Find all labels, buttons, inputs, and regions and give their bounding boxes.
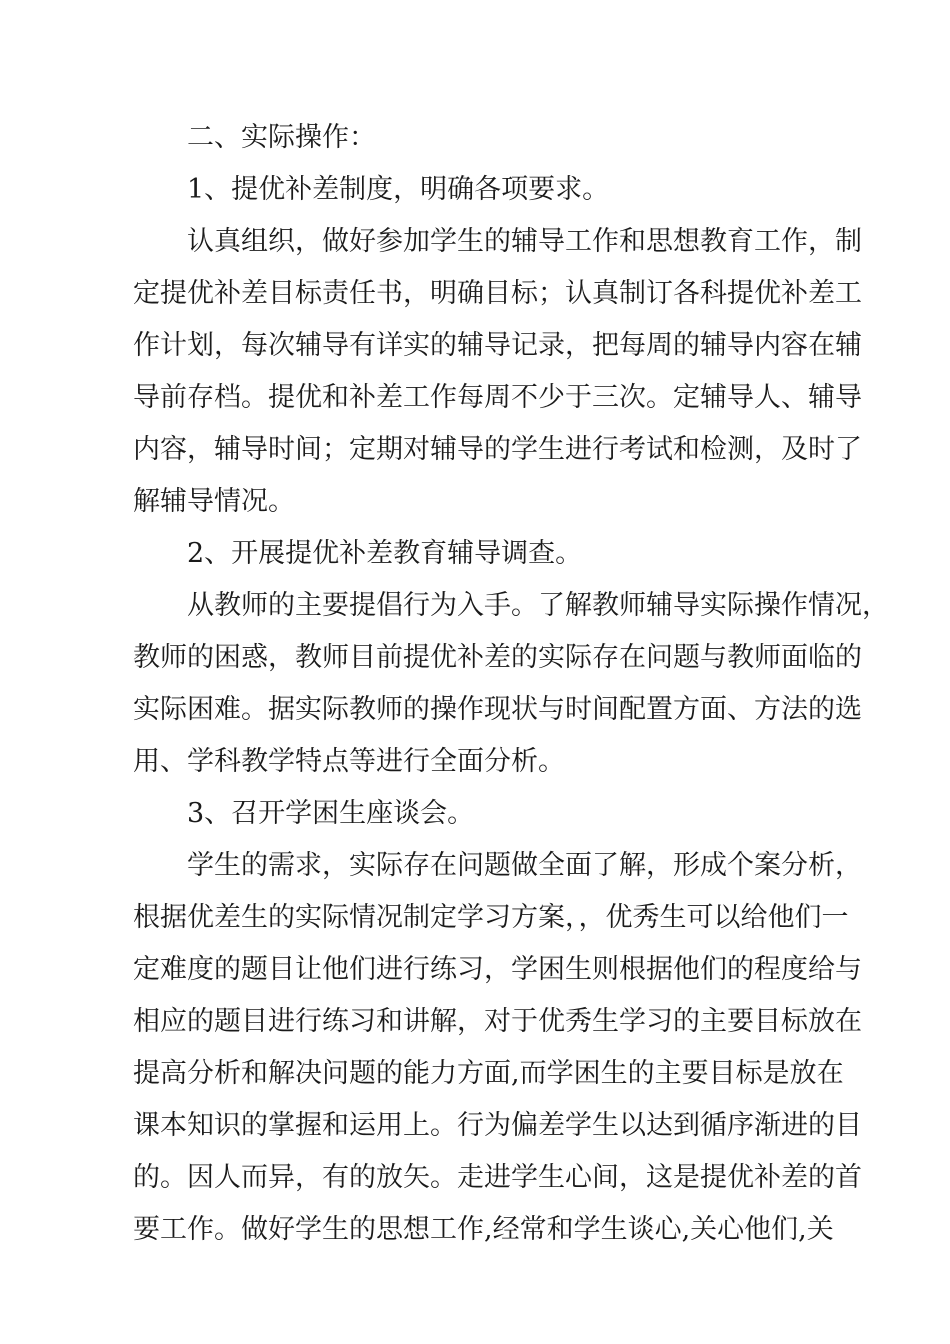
paragraph-line: 实际困难。据实际教师的操作现状与时间配置方面、方法的选 bbox=[133, 694, 862, 725]
paragraph-line: 相应的题目进行练习和讲解，对于优秀生学习的主要目标放在 bbox=[133, 1006, 862, 1037]
paragraph-line: 课本知识的掌握和运用上。行为偏差学生以达到循序渐进的目 bbox=[133, 1110, 862, 1141]
paragraph-line: 认真组织，做好参加学生的辅导工作和思想教育工作，制 bbox=[187, 226, 862, 257]
paragraph-line: 作计划，每次辅导有详实的辅导记录，把每周的辅导内容在辅 bbox=[133, 330, 862, 361]
subsection-heading-1: 1、提优补差制度，明确各项要求。 bbox=[187, 174, 610, 205]
document-body bbox=[133, 112, 889, 1256]
paragraph-line: 内容，辅导时间；定期对辅导的学生进行考试和检测，及时了 bbox=[133, 434, 862, 465]
subsection-heading-3: 3、召开学困生座谈会。 bbox=[187, 798, 475, 829]
paragraph-line: 学生的需求，实际存在问题做全面了解，形成个案分析， bbox=[187, 850, 862, 881]
paragraph-line: 从教师的主要提倡行为入手。了解教师辅导实际操作情况， bbox=[187, 590, 889, 621]
paragraph-line: 导前存档。提优和补差工作每周不少于三次。定辅导人、辅导 bbox=[133, 382, 862, 413]
paragraph-line: 根据优差生的实际情况制定学习方案，，优秀生可以给他们一 bbox=[133, 902, 849, 933]
paragraph-line: 定难度的题目让他们进行练习，学困生则根据他们的程度给与 bbox=[133, 954, 862, 985]
paragraph-line: 提高分析和解决问题的能力方面,而学困生的主要目标是放在 bbox=[133, 1058, 844, 1089]
paragraph-line: 解辅导情况。 bbox=[133, 486, 295, 517]
paragraph-line: 教师的困惑，教师目前提优补差的实际存在问题与教师面临的 bbox=[133, 642, 862, 673]
section-heading: 二、实际操作： bbox=[187, 122, 376, 153]
paragraph-line: 要工作。做好学生的思想工作,经常和学生谈心,关心他们,关 bbox=[133, 1214, 834, 1245]
paragraph-line: 用、学科教学特点等进行全面分析。 bbox=[133, 746, 565, 777]
paragraph-line: 的。因人而异，有的放矢。走进学生心间，这是提优补差的首 bbox=[133, 1162, 862, 1193]
subsection-heading-2: 2、开展提优补差教育辅导调查。 bbox=[187, 538, 583, 569]
paragraph-line: 定提优补差目标责任书，明确目标；认真制订各科提优补差工 bbox=[133, 278, 862, 309]
